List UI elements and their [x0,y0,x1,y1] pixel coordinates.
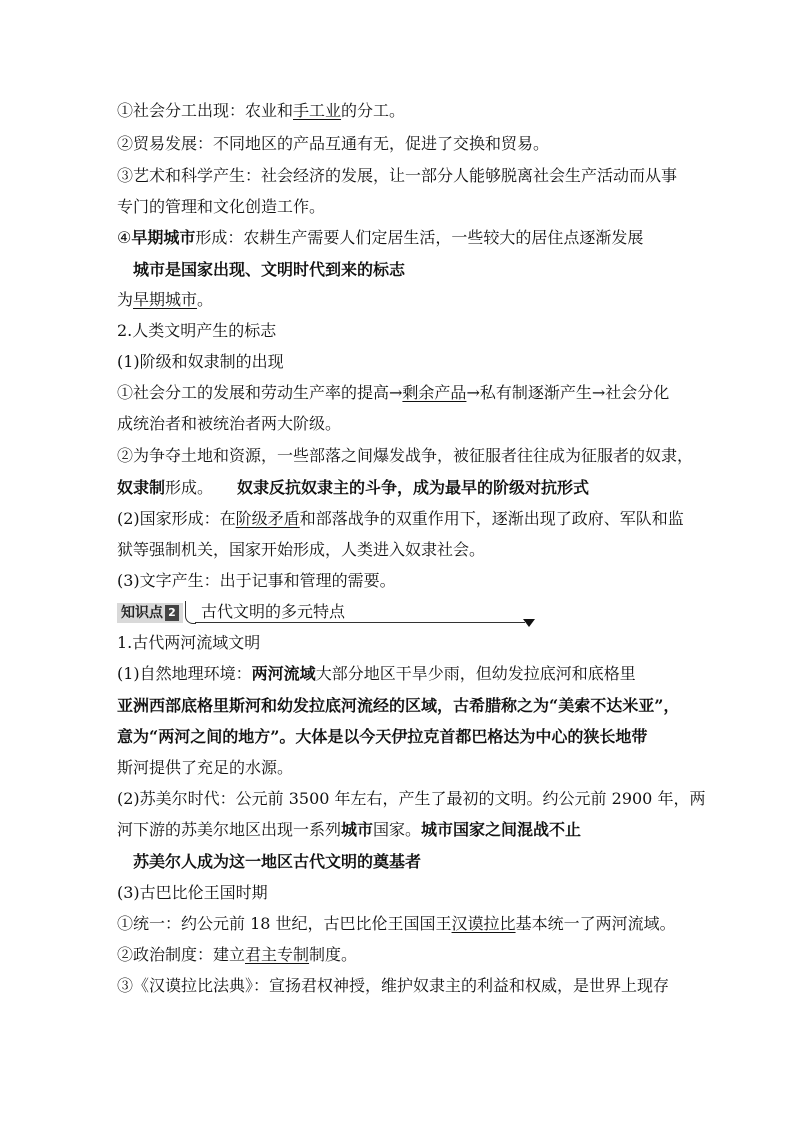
text-line [133,260,405,280]
triangle-down-icon [523,619,535,627]
text-line [133,852,421,872]
text-line [117,414,341,434]
text-segment: 狱等强制机关，国家开始形成，人类进入奴隶社会。 [117,540,486,559]
text-line [117,478,589,498]
text-line [117,446,693,466]
text-line [117,789,705,809]
text-line [117,509,684,529]
bold-annotation: 奴隶制 [117,478,166,497]
text-segment: (3)古巴比伦王国时期 [117,883,268,902]
text-line [117,883,268,903]
bold-annotation: 城市是国家出现、文明时代到来的标志 [133,260,406,279]
text-segment: 和部落战争的双重作用下，逐渐出现了政府、军队和监 [299,509,684,528]
bold-annotation: 早期城市 [131,228,196,247]
text-segment: 形成。 [165,478,238,497]
text-line [117,633,260,653]
underlined-term: 手工业 [293,101,342,120]
text-segment: 斯河提供了充足的水源。 [117,758,294,777]
text-segment: (2)苏美尔时代：公元前 3500 年左右，产生了最初的文明。约公元前 2900 年，两 [117,789,706,808]
text-line [117,976,669,996]
text-segment: 。 [197,290,214,309]
text-segment: 专门的管理和文化创造工作。 [117,197,326,216]
text-line [117,134,549,154]
bold-annotation: 城市 [341,820,374,839]
section-underline [195,622,525,623]
text-line [117,166,677,186]
text-segment: (2)国家形成：在 [117,509,236,528]
text-segment: ②政治制度：建立 [117,945,246,964]
underlined-term: 剩余产品 [402,383,467,402]
text-segment: ③艺术和科学产生：社会经济的发展，让一部分人能够脱离社会生产活动而从事 [117,166,678,185]
underlined-term: 汉谟拉比 [451,914,516,933]
text-segment: ④ [117,228,132,247]
section-tag [117,603,183,623]
text-line [117,352,284,372]
text-segment: 国家。 [373,820,422,839]
underlined-term: 阶级矛盾 [235,509,300,528]
text-segment: ③《汉谟拉比法典》：宣扬君权神授，维护奴隶主的利益和权威，是世界上现存 [117,976,670,995]
text-line [117,383,669,403]
text-segment: 形成：农耕生产需要人们定居生活，一些较大的居住点逐渐发展 [195,228,644,247]
text-segment: ②贸易发展：不同地区的产品互通有无，促进了交换和贸易。 [117,134,550,153]
bold-annotation: 两河流域 [251,664,316,683]
text-segment: →私有制逐渐产生→社会分化 [466,383,670,402]
bold-annotation: 城市国家之间混战不止 [421,820,582,839]
text-line [117,727,647,747]
text-segment: 1.古代两河流域文明 [117,633,261,652]
text-segment: ①统一：约公元前 18 世纪，古巴比伦王国国王 [117,914,452,933]
text-segment: 为 [117,290,134,309]
underlined-term: 早期城市 [133,290,198,309]
text-line [117,945,357,965]
text-line [117,540,485,560]
text-line [117,758,293,778]
text-segment: 的分工。 [341,101,406,120]
text-line [117,571,396,591]
text-line [117,228,643,248]
bold-annotation: 亚洲西部底格里斯河和幼发拉底河流经的区域，古希腊称之为“美索不达米亚”， [117,696,680,715]
bold-annotation: 奴隶反抗奴隶主的斗争，成为最早的阶级对抗形式 [237,478,590,497]
text-segment: 制度。 [309,945,358,964]
text-line [117,696,679,716]
text-segment: (1)自然地理环境： [117,664,252,683]
text-segment: 河下游的苏美尔地区出现一系列 [117,820,342,839]
text-line [117,290,213,310]
text-segment: 成统治者和被统治者两大阶级。 [117,414,342,433]
text-segment: 大部分地区干旱少雨，但幼发拉底河和底格里 [315,664,636,683]
text-segment: 2.人类文明产生的标志 [117,321,277,340]
section-number-badge: 2 [165,605,179,621]
bold-annotation: 苏美尔人成为这一地区古代文明的奠基者 [133,852,422,871]
underlined-term: 君主专制 [245,945,310,964]
bracket-decoration [185,601,196,624]
bold-annotation: 意为“两河之间的地方”。大体是以今天伊拉克首都巴格达为中心的狭长地带 [117,727,648,746]
section-tag-label: 知识点 [121,605,163,621]
text-segment: ①社会分工出现：农业和 [117,101,294,120]
text-line [117,101,405,121]
text-line [117,820,581,840]
text-segment: ②为争夺土地和资源，一些部落之间爆发战争，被征服者往往成为征服者的奴隶， [117,446,694,465]
section-header [117,601,535,627]
section-title: 古代文明的多元特点 [201,602,346,621]
text-segment: ①社会分工的发展和劳动生产率的提高→ [117,383,403,402]
text-line [117,321,276,341]
text-segment: 基本统一了两河流域。 [515,914,676,933]
text-segment: (3)文字产生：出于记事和管理的需要。 [117,571,396,590]
text-line [117,664,636,684]
text-line [117,197,325,217]
text-line [117,914,676,934]
text-segment: (1)阶级和奴隶制的出现 [117,352,284,371]
